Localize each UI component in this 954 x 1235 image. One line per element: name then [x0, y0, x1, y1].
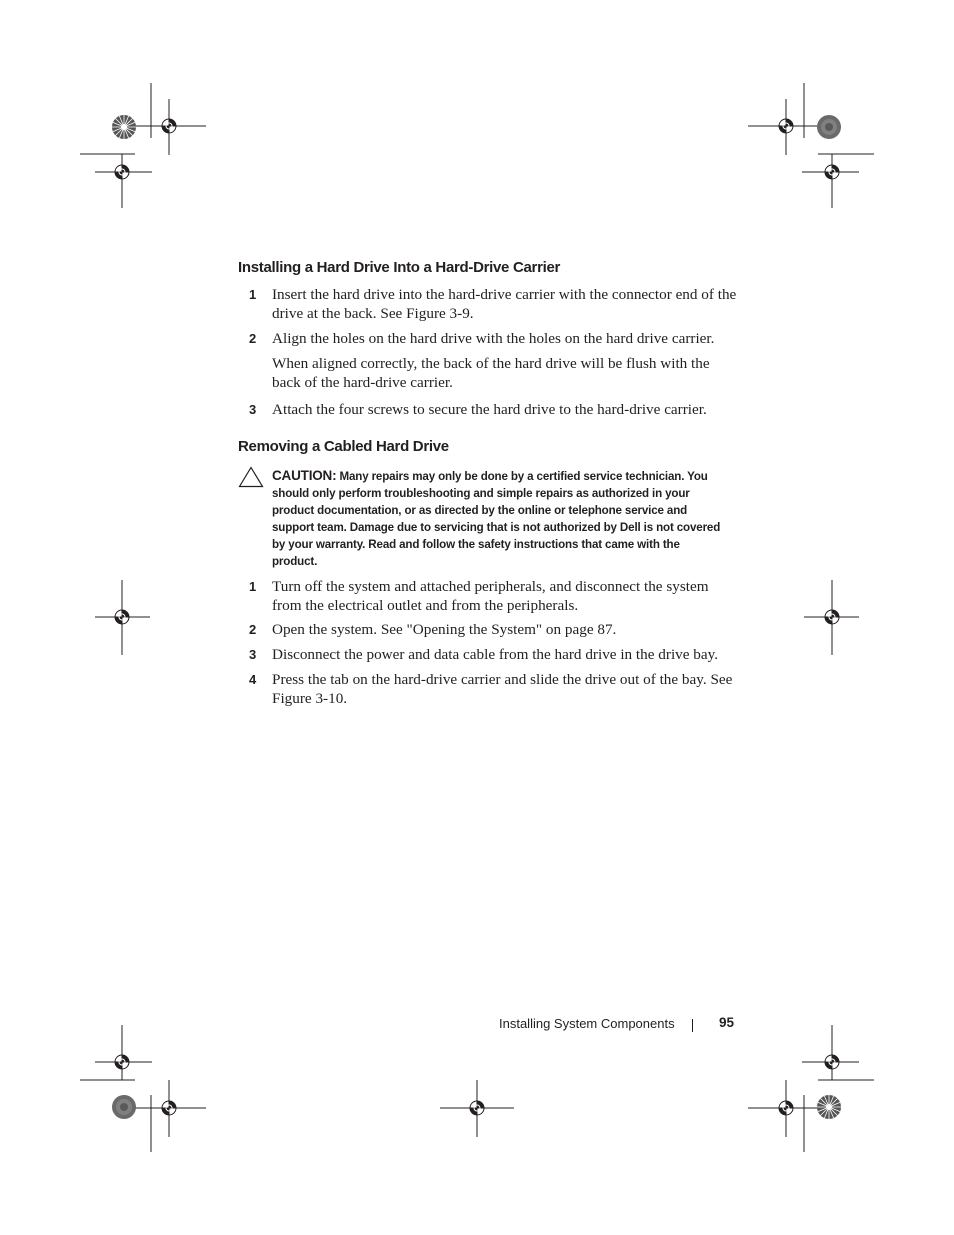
step-number: 1 [249, 579, 257, 594]
page-number: 95 [719, 1015, 735, 1030]
step-text: Turn off the system and attached peripherals, and disconnect the system from the electrical outlet and from the peripherals. [272, 578, 709, 614]
registration-mark-icon [825, 165, 839, 179]
step-text: Align the holes on the hard drive with the holes on the hard drive carrier. [272, 330, 715, 347]
caution-notice [272, 467, 727, 570]
registration-mark-icon [825, 610, 839, 624]
starburst-target-icon [112, 1095, 136, 1119]
registration-mark-icon [162, 119, 176, 133]
registration-mark-icon [779, 119, 793, 133]
registration-mark-icon [115, 1055, 129, 1069]
footer-divider [692, 1019, 693, 1032]
step-text: Disconnect the power and data cable from the hard drive in the drive bay. [272, 646, 719, 663]
step-text: Insert the hard drive into the hard-drive carrier with the connector end of the drive at the back. See Figure 3-9. [272, 286, 737, 322]
registration-mark-icon [825, 1055, 839, 1069]
caution-triangle-icon [238, 466, 264, 488]
step-text: Open the system. See "Opening the System" on page 87. [272, 621, 617, 638]
registration-mark-icon [470, 1101, 484, 1115]
caution-text: Many repairs may only be done by a certified service technician. You should only perform troubleshooting and simple repairs as authorized in your product documentation, or as directed by the online or telephone service and support team. Damage due to servicing that is not authorized by Dell is not covered by your warranty. Read and follow the safety instructions that came with the product. [272, 470, 721, 568]
step-number: 3 [249, 647, 257, 662]
starburst-target-icon [817, 1095, 841, 1119]
registration-mark-icon [115, 165, 129, 179]
section-heading-removing: Removing a Cabled Hard Drive [238, 438, 449, 455]
caution-label: CAUTION: [272, 468, 337, 483]
registration-mark-icon [162, 1101, 176, 1115]
step-number: 1 [249, 287, 257, 302]
step-number: 3 [249, 402, 257, 417]
footer-chapter-title: Installing System Components [499, 1016, 675, 1031]
starburst-target-icon [817, 115, 841, 139]
step-note: When aligned correctly, the back of the hard drive will be flush with the back of the hard-drive carrier. [272, 355, 710, 391]
step-text: Attach the four screws to secure the hard drive to the hard-drive carrier. [272, 401, 707, 418]
step-number: 4 [249, 672, 257, 687]
starburst-target-icon [112, 115, 136, 139]
step-text: Press the tab on the hard-drive carrier and slide the drive out of the bay. See Figure 3-10. [272, 671, 733, 707]
registration-mark-icon [779, 1101, 793, 1115]
step-number: 2 [249, 622, 257, 637]
section-heading-installing: Installing a Hard Drive Into a Hard-Drive Carrier [238, 259, 561, 276]
step-number: 2 [249, 331, 257, 346]
registration-mark-icon [115, 610, 129, 624]
